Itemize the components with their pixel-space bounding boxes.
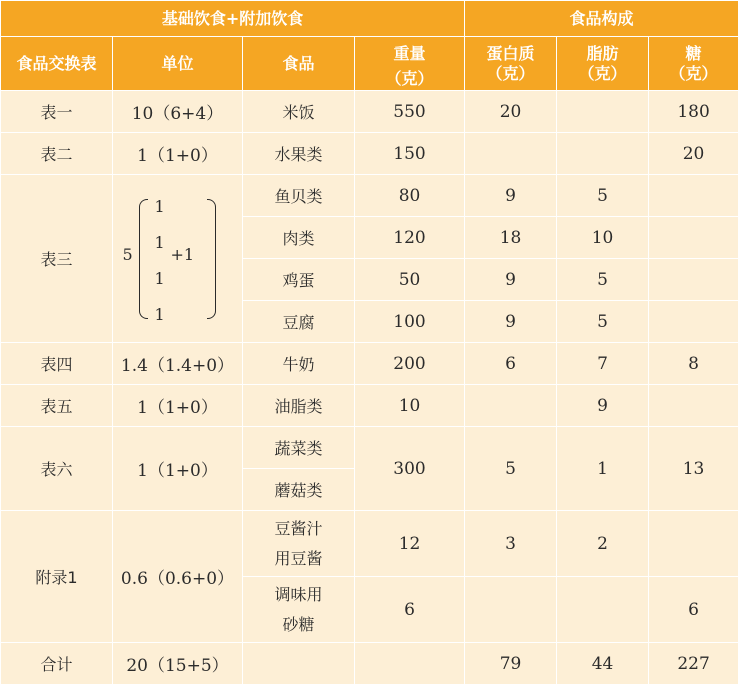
food-cell: 水果类 (243, 133, 355, 175)
header-group-basic: 基础饮食+附加饮食 (1, 1, 465, 37)
header-group-composition: 食品构成 (465, 1, 738, 37)
exchange-table-cell: 表四 (1, 343, 113, 385)
exchange-table-cell: 表六 (1, 427, 113, 511)
col-header-sugar (649, 37, 738, 91)
unit-main: 5 (122, 244, 133, 264)
sugar-cell: 20 (649, 133, 738, 175)
protein-cell: 9 (465, 259, 557, 301)
exchange-table-cell: 表二 (1, 133, 113, 175)
col-header-weight (355, 37, 465, 91)
food-cell: 蘑菇类 (243, 469, 355, 511)
unit-set-item: 1 (154, 196, 165, 216)
exchange-table-cell: 合计 (1, 643, 113, 685)
sugar-cell (649, 175, 738, 217)
sugar-cell (649, 259, 738, 301)
weight-cell: 120 (355, 217, 465, 259)
col-header-fat (557, 37, 649, 91)
unit-cell: 1.4（1.4+0） (113, 343, 243, 385)
food-cell: 鸡蛋 (243, 259, 355, 301)
unit-set-item: 1 (154, 268, 165, 288)
left-brace (139, 199, 148, 319)
col-header-exchange-table: 食品交换表 (1, 37, 113, 91)
weight-cell: 550 (355, 91, 465, 133)
protein-cell: 18 (465, 217, 557, 259)
weight-cell: 200 (355, 343, 465, 385)
protein-cell (465, 385, 557, 427)
food-cell: 油脂类 (243, 385, 355, 427)
sugar-cell (649, 385, 738, 427)
fat-cell: 7 (557, 343, 649, 385)
protein-unit: （克） (486, 63, 535, 83)
food-cell (243, 577, 355, 643)
unit-cell: 20（15+5） (113, 643, 243, 685)
food-cell: 牛奶 (243, 343, 355, 385)
unit-cell: 1（1+0） (113, 133, 243, 175)
fat-cell: 5 (557, 175, 649, 217)
fat-cell (557, 133, 649, 175)
table-row (1, 427, 738, 469)
weight-cell: 100 (355, 301, 465, 343)
protein-cell: 3 (465, 511, 557, 577)
unit-set-item: 1 (154, 304, 165, 324)
weight-cell (355, 643, 465, 685)
protein-cell (465, 577, 557, 643)
protein-cell: 79 (465, 643, 557, 685)
header-columns-row (1, 37, 738, 91)
unit-set-cell (113, 175, 243, 343)
table-row (1, 343, 738, 385)
food-cell (243, 511, 355, 577)
sugar-cell (649, 511, 738, 577)
food-cell: 米饭 (243, 91, 355, 133)
unit-cell: 1（1+0） (113, 427, 243, 511)
table-row (1, 91, 738, 133)
weight-label: 重量 (393, 43, 426, 63)
food-cell: 蔬菜类 (243, 427, 355, 469)
unit-set-notation (123, 189, 233, 329)
col-header-food: 食品 (243, 37, 355, 91)
sugar-cell (649, 217, 738, 259)
table-row (1, 511, 738, 577)
table-row (1, 175, 738, 217)
fat-label: 脂肪 (586, 43, 619, 63)
fat-cell: 9 (557, 385, 649, 427)
food-line: 砂糖 (282, 614, 315, 634)
sugar-cell: 13 (649, 427, 738, 511)
weight-cell: 12 (355, 511, 465, 577)
total-row (1, 643, 738, 685)
weight-cell: 10 (355, 385, 465, 427)
protein-cell: 5 (465, 427, 557, 511)
weight-cell: 150 (355, 133, 465, 175)
weight-unit: （克） (385, 68, 434, 88)
weight-cell: 50 (355, 259, 465, 301)
weight-cell: 80 (355, 175, 465, 217)
protein-cell: 9 (465, 175, 557, 217)
exchange-table-cell: 表五 (1, 385, 113, 427)
exchange-table-cell: 表一 (1, 91, 113, 133)
sugar-cell: 180 (649, 91, 738, 133)
fat-cell: 1 (557, 427, 649, 511)
unit-cell: 1（1+0） (113, 385, 243, 427)
food-cell: 鱼贝类 (243, 175, 355, 217)
protein-label: 蛋白质 (486, 43, 535, 63)
food-cell: 豆腐 (243, 301, 355, 343)
sugar-cell: 6 (649, 577, 738, 643)
col-header-unit: 单位 (113, 37, 243, 91)
fat-cell: 44 (557, 643, 649, 685)
fat-cell: 5 (557, 301, 649, 343)
table-row (1, 385, 738, 427)
fat-cell: 10 (557, 217, 649, 259)
food-line: 调味用 (274, 584, 323, 604)
fat-cell (557, 91, 649, 133)
header-group-row (1, 1, 738, 37)
fat-unit: （克） (578, 63, 627, 83)
unit-cell: 10（6+4） (113, 91, 243, 133)
unit-set-item: 1 (154, 232, 165, 252)
col-header-protein (465, 37, 557, 91)
exchange-table-cell: 附录1 (1, 511, 113, 643)
fat-cell (557, 577, 649, 643)
fat-cell: 2 (557, 511, 649, 577)
food-line: 用豆酱 (274, 548, 323, 568)
sugar-unit: （克） (669, 63, 718, 83)
sugar-cell: 227 (649, 643, 738, 685)
sugar-cell (649, 301, 738, 343)
fat-cell: 5 (557, 259, 649, 301)
right-brace (207, 199, 216, 319)
weight-cell: 300 (355, 427, 465, 511)
protein-cell: 6 (465, 343, 557, 385)
food-line: 豆酱汁 (274, 518, 323, 538)
sugar-cell: 8 (649, 343, 738, 385)
table-row (1, 133, 738, 175)
food-cell: 肉类 (243, 217, 355, 259)
weight-cell: 6 (355, 577, 465, 643)
unit-add: +1 (170, 244, 195, 264)
unit-cell: 0.6（0.6+0） (113, 511, 243, 643)
protein-cell: 9 (465, 301, 557, 343)
protein-cell: 20 (465, 91, 557, 133)
protein-cell (465, 133, 557, 175)
food-cell (243, 643, 355, 685)
exchange-table-cell: 表三 (1, 175, 113, 343)
sugar-label: 糖 (685, 43, 702, 63)
